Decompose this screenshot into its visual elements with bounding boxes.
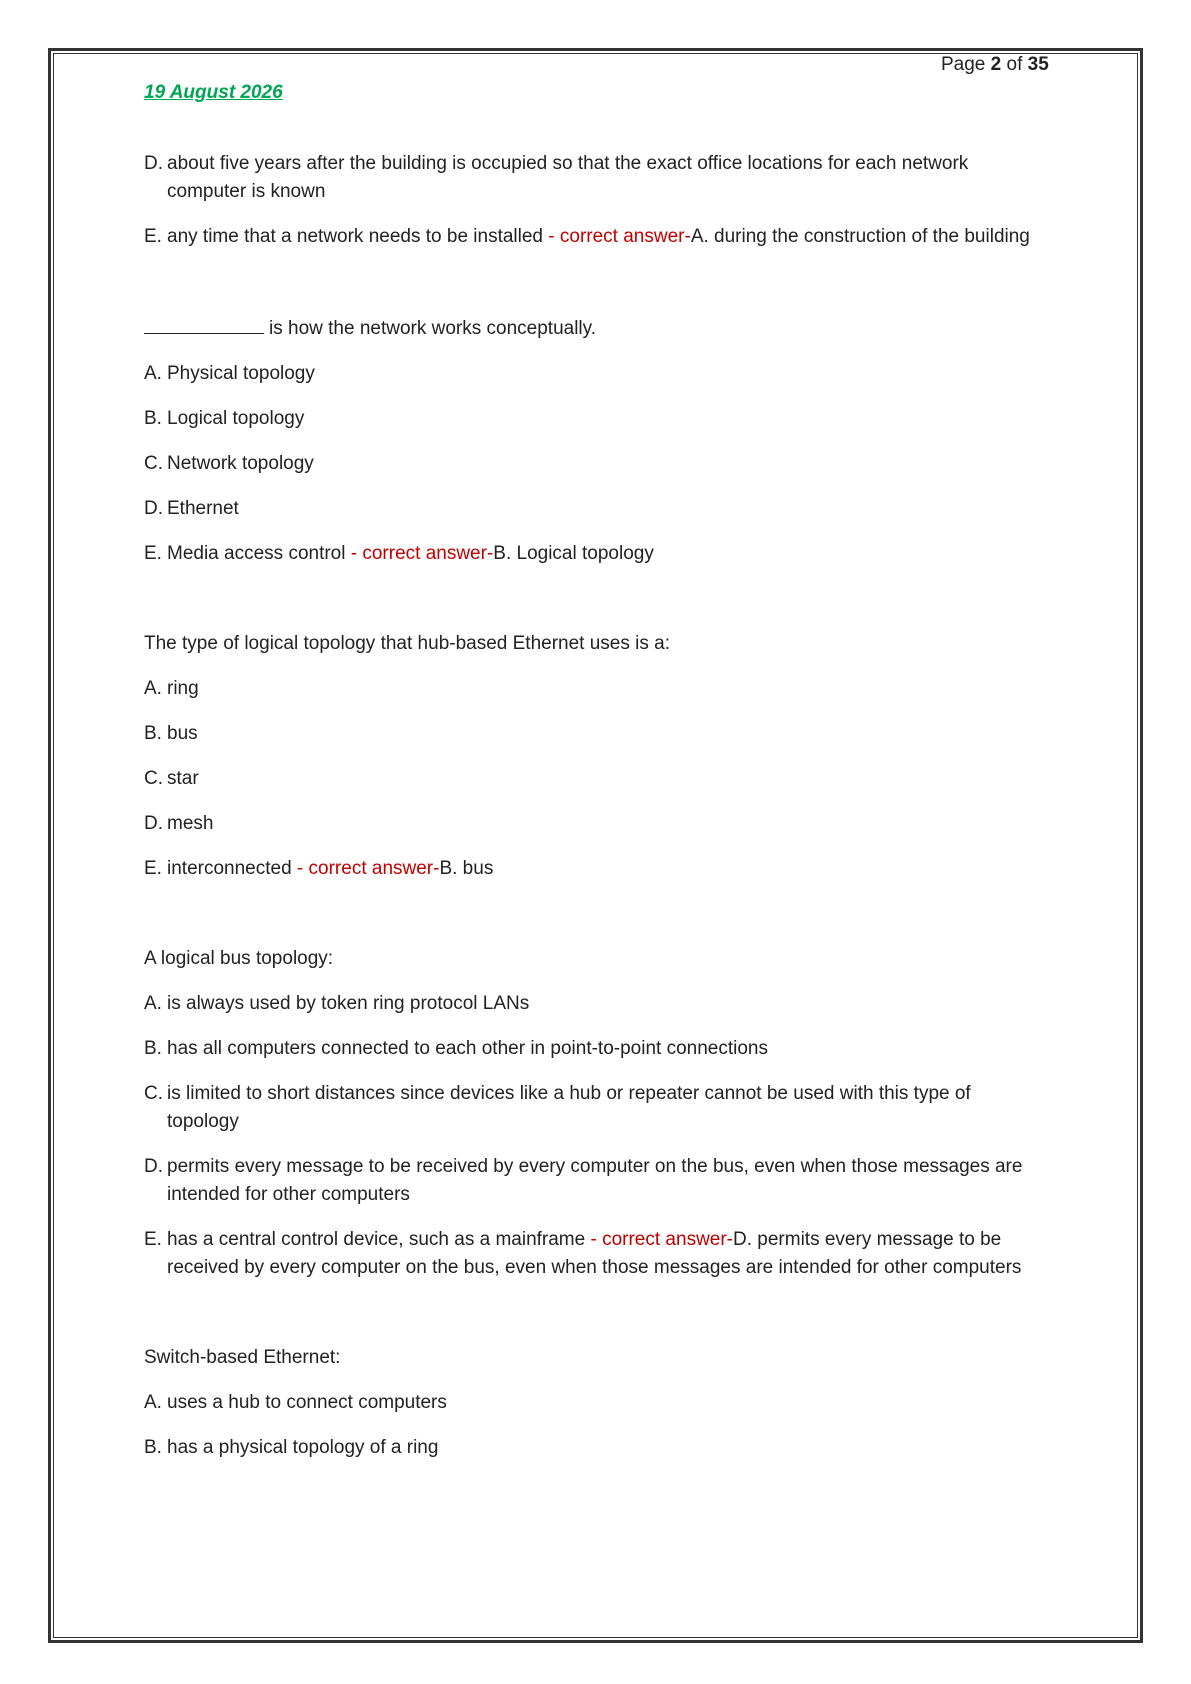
page-total: 35	[1027, 54, 1049, 75]
option-letter: D.	[144, 1156, 163, 1177]
page-number	[941, 54, 1049, 76]
option-b	[144, 1035, 1044, 1063]
correct-answer: A. during the construction of the building	[690, 226, 1030, 247]
option-text: star	[167, 768, 199, 789]
option-text: permits every message to be received by every computer on the bus, even when those messages are intended for other computers	[167, 1156, 1023, 1205]
page-of: of	[1001, 54, 1028, 75]
option-text: Media access control	[167, 543, 351, 564]
option-d	[144, 1153, 1044, 1209]
option-a	[144, 1389, 1044, 1417]
option-text-group	[167, 855, 1044, 883]
correct-answer: B. bus	[439, 858, 494, 879]
option-text-group	[167, 540, 1044, 568]
option-text: has a physical topology of a ring	[167, 1437, 439, 1458]
option-text: ring	[167, 678, 199, 699]
correct-answer-label: - correct answer-	[548, 226, 691, 247]
option-e	[144, 540, 1044, 568]
option-text: interconnected	[167, 858, 297, 879]
question-block-0	[144, 150, 1044, 251]
option-letter: C.	[144, 1083, 163, 1104]
option-letter: A.	[144, 363, 162, 384]
option-b	[144, 720, 1044, 748]
option-letter: D.	[144, 813, 163, 834]
option-letter: A.	[144, 1392, 162, 1413]
page-prefix: Page	[941, 54, 991, 75]
option-text-group	[167, 1226, 1044, 1282]
option-text: about five years after the building is occupied so that the exact office locations for each network computer is known	[167, 153, 969, 202]
option-letter: E.	[144, 543, 162, 564]
question-stem: is how the network works conceptually.	[269, 318, 597, 339]
document-date: 19 August 2026	[144, 82, 283, 103]
option-letter: E.	[144, 226, 162, 247]
document-body	[144, 150, 1044, 1479]
option-d	[144, 810, 1044, 838]
option-letter: B.	[144, 1437, 162, 1458]
option-c	[144, 450, 1044, 478]
option-text-group	[167, 223, 1044, 251]
option-letter: D.	[144, 153, 163, 174]
option-b	[144, 1434, 1044, 1462]
option-text: is always used by token ring protocol LANs	[167, 993, 530, 1014]
question-block-4	[144, 1344, 1044, 1462]
option-text: bus	[167, 723, 198, 744]
option-text: any time that a network needs to be installed	[167, 226, 549, 247]
option-text: Network topology	[167, 453, 314, 474]
option-text: is limited to short distances since devices like a hub or repeater cannot be used with this type of topology	[167, 1083, 971, 1132]
correct-answer-label: - correct answer-	[296, 858, 440, 879]
option-text: mesh	[167, 813, 214, 834]
correct-answer: B. Logical topology	[493, 543, 654, 564]
option-c	[144, 1080, 1044, 1136]
option-text: has all computers connected to each other in point-to-point connections	[167, 1038, 768, 1059]
option-letter: E.	[144, 1229, 162, 1250]
correct-answer-label: - correct answer-	[590, 1229, 734, 1250]
option-letter: B.	[144, 408, 162, 429]
question-block-3	[144, 945, 1044, 1282]
question-text	[144, 313, 1044, 343]
option-text: Ethernet	[167, 498, 239, 519]
question-block-1	[144, 313, 1044, 568]
option-d	[144, 150, 1044, 206]
page-current: 2	[990, 54, 1002, 75]
option-letter: B.	[144, 1038, 162, 1059]
option-letter: D.	[144, 498, 163, 519]
fill-in-blank	[144, 313, 264, 334]
option-d	[144, 495, 1044, 523]
option-e	[144, 855, 1044, 883]
option-letter: C.	[144, 453, 163, 474]
correct-answer-label: - correct answer-	[350, 543, 494, 564]
option-a	[144, 675, 1044, 703]
question-block-2	[144, 630, 1044, 883]
option-letter: B.	[144, 723, 162, 744]
option-letter: A.	[144, 993, 162, 1014]
option-e	[144, 1226, 1044, 1282]
option-letter: A.	[144, 678, 162, 699]
question-text: Switch-based Ethernet:	[144, 1347, 341, 1368]
option-a	[144, 360, 1044, 388]
question-text: A logical bus topology:	[144, 948, 334, 969]
question-text: The type of logical topology that hub-based Ethernet uses is a:	[144, 633, 670, 654]
option-text: uses a hub to connect computers	[167, 1392, 447, 1413]
option-c	[144, 765, 1044, 793]
option-b	[144, 405, 1044, 433]
option-a	[144, 990, 1044, 1018]
option-letter: C.	[144, 768, 163, 789]
option-text: Physical topology	[167, 363, 315, 384]
option-text: Logical topology	[167, 408, 305, 429]
correct-answer: D. permits every message to be received by every computer on the bus, even when those messages are intended for other computers	[167, 1229, 1022, 1278]
option-e	[144, 223, 1044, 251]
option-letter: E.	[144, 858, 162, 879]
option-text: has a central control device, such as a mainframe	[167, 1229, 591, 1250]
